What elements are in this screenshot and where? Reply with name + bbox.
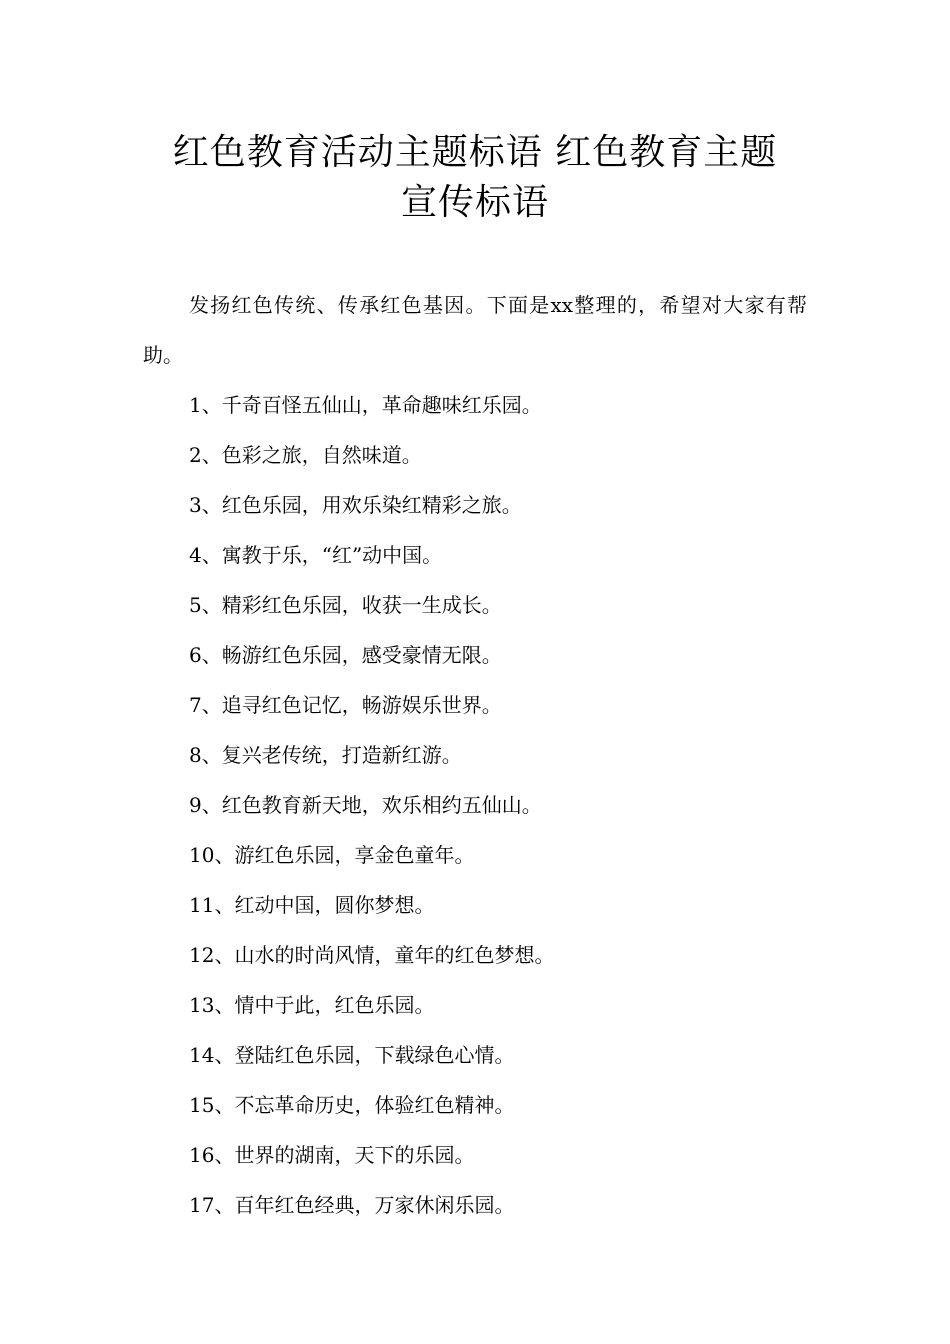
slogan-item: 12、山水的时尚风情，童年的红色梦想。 [189, 943, 555, 967]
slogan-item: 7、追寻红色记忆，畅游娱乐世界。 [189, 693, 502, 717]
slogan-item: 13、情中于此，红色乐园。 [189, 993, 435, 1017]
slogan-item: 15、不忘革命历史，体验红色精神。 [189, 1093, 515, 1117]
slogan-item: 17、百年红色经典，万家休闲乐园。 [189, 1193, 515, 1217]
slogan-item: 11、红动中国，圆你梦想。 [189, 893, 435, 917]
title-line-2: 宣传标语 [400, 182, 549, 223]
slogan-item: 6、畅游红色乐园，感受豪情无限。 [189, 643, 502, 667]
slogan-list [143, 380, 807, 1230]
slogan-item: 2、色彩之旅，自然味道。 [189, 443, 422, 467]
slogan-item: 3、红色乐园，用欢乐染红精彩之旅。 [189, 493, 522, 517]
slogan-item: 4、寓教于乐，“红”动中国。 [189, 543, 443, 567]
slogan-item: 8、复兴老传统，打造新红游。 [189, 743, 462, 767]
intro-paragraph: 发扬红色传统、传承红色基因。下面是xx整理的，希望对大家有帮助。 [143, 293, 807, 367]
slogan-item: 5、精彩红色乐园，收获一生成长。 [189, 593, 502, 617]
slogan-item: 14、登陆红色乐园，下载绿色心情。 [189, 1043, 515, 1067]
slogan-item: 10、游红色乐园，享金色童年。 [189, 843, 475, 867]
document-body [143, 280, 807, 1230]
slogan-item: 1、千奇百怪五仙山，革命趣味红乐园。 [189, 393, 542, 417]
title-line-1: 红色教育活动主题标语 红色教育主题 [172, 132, 778, 173]
slogan-item: 16、世界的湖南，天下的乐园。 [189, 1143, 475, 1167]
document-title [120, 128, 830, 228]
slogan-item: 9、红色教育新天地，欢乐相约五仙山。 [189, 793, 542, 817]
